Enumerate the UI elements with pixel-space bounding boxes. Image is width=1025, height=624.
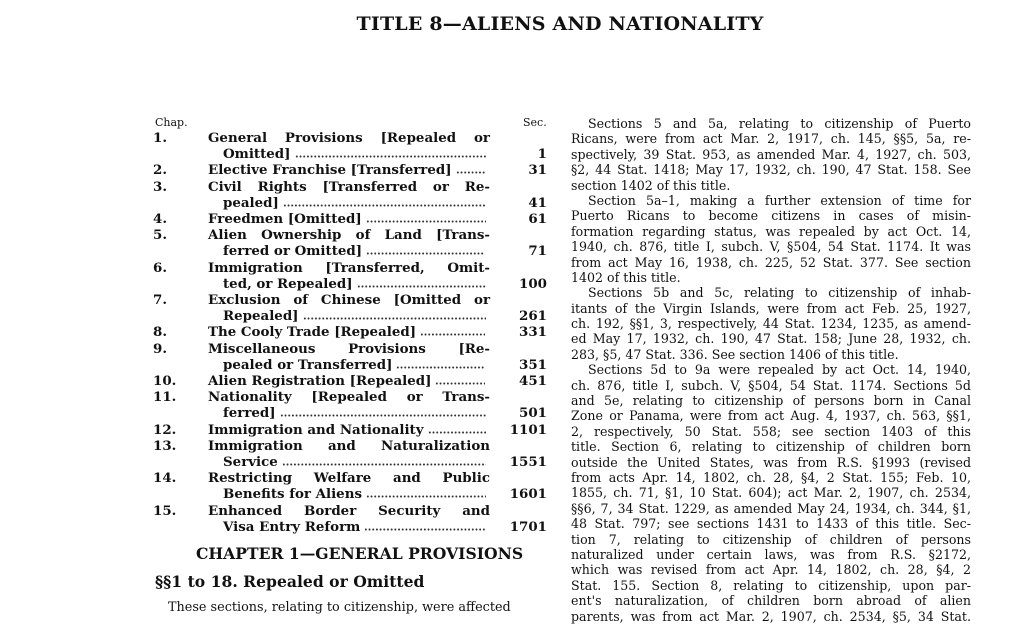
chapter-number: 2.	[153, 162, 167, 179]
note-text: spectively, 39 Stat. 953, as amended Mar. 4, 1927, ch. 503,	[571, 146, 971, 162]
dot-leader	[396, 358, 485, 369]
toc-header	[153, 116, 548, 130]
dot-leader	[366, 212, 486, 223]
note-line	[571, 439, 971, 454]
note-line	[571, 255, 971, 270]
chapter-title-line	[208, 292, 490, 308]
toc-entry	[153, 389, 548, 421]
note-line	[571, 316, 971, 331]
chapter-title-text: Repealed]	[223, 308, 299, 325]
chapter-title-line	[208, 146, 490, 162]
chapter-title-text: Enhanced Border Security and	[208, 502, 490, 519]
note-text: §§6, 7, 34 Stat. 1229, as amended May 24, 1934, ch. 344, §1,	[571, 500, 971, 516]
chapter-number: 6.	[153, 259, 167, 276]
note-line	[571, 301, 971, 316]
chapter-title-text: Elective Franchise [Transferred]	[208, 162, 452, 179]
chapter-title	[208, 227, 490, 259]
dot-leader	[366, 487, 486, 498]
toc-entry	[153, 227, 548, 259]
chapter-number: 1.	[153, 130, 167, 146]
note-text: from act May 16, 1938, ch. 225, 52 Stat. 377. See section	[571, 254, 971, 270]
note-line	[571, 501, 971, 516]
note-line	[571, 393, 971, 408]
chapter-title-line	[208, 486, 490, 502]
note-line	[571, 578, 971, 593]
chapter-title-text: Exclusion of Chinese [Omitted or	[208, 292, 490, 309]
dot-leader	[357, 277, 486, 288]
chapter-title-text: Alien Registration [Repealed]	[208, 373, 432, 390]
chapter-title-text: Miscellaneous Provisions [Re-	[208, 340, 490, 357]
section-heading: §§1 to 18. Repealed or Omitted	[155, 572, 425, 591]
section-number: 1601	[509, 486, 547, 503]
section-number: 351	[519, 356, 547, 373]
toc-entry	[153, 373, 548, 389]
chapter-title	[208, 341, 490, 373]
note-text: which was revised from act Apr. 14, 1802, ch. 28, §4, 2	[571, 562, 971, 578]
chapter-title-line	[208, 519, 490, 535]
section-number: 451	[519, 373, 547, 390]
note-line	[571, 131, 971, 146]
note-text: ch. 876, title I, subch. V, §504, 54 Stat. 1174. Sections 5d	[571, 377, 971, 393]
note-line	[571, 285, 971, 300]
note-line	[571, 562, 971, 577]
chapter-title-text: Benefits for Aliens	[223, 486, 362, 503]
note-text: §2, 44 Stat. 1418; May 17, 1932, ch. 190, 47 Stat. 158. See	[571, 162, 971, 178]
chapter-title-line	[208, 243, 490, 259]
note-line	[571, 516, 971, 531]
note-text: ch. 192, §§1, 3, respectively, 44 Stat. 1234, 1235, as amend-	[571, 316, 971, 332]
note-line	[571, 609, 971, 624]
chapter-title-text: Immigration and Naturalization	[208, 437, 490, 454]
chapter-title-line	[208, 195, 490, 211]
chapter-title-text: Service	[223, 454, 278, 471]
note-text: Sections 5b and 5c, relating to citizenship of inhab-	[588, 285, 971, 301]
dot-leader	[366, 244, 485, 255]
note-line	[571, 270, 971, 285]
chapter-title-text: Visa Entry Reform	[223, 518, 361, 535]
chapter-title-text: Omitted]	[223, 146, 291, 163]
note-text: Zone or Panama, were from act Aug. 4, 1937, ch. 563, §§1,	[571, 408, 971, 424]
note-line	[571, 593, 971, 608]
chapter-title	[208, 130, 490, 162]
note-line	[571, 116, 971, 131]
note-text: 48 Stat. 797; see sections 1431 to 1433 of this title. Sec-	[571, 516, 971, 532]
chapter-title	[208, 211, 490, 227]
note-line	[571, 470, 971, 485]
chapter-title	[208, 422, 490, 438]
chapter-title-line	[208, 422, 490, 438]
chapter-title-text: ferred]	[223, 405, 276, 422]
note-text: tion 7, relating to citizenship of children of persons	[571, 531, 971, 547]
section-body-text: These sections, relating to citizenship, were affected	[168, 600, 511, 615]
note-line	[571, 147, 971, 162]
note-text: outside the United States, was from R.S. §1993 (revised	[571, 454, 971, 470]
note-text: ent's naturalization, of children born abroad of alien	[571, 593, 971, 609]
note-text: Puerto Ricans to become citizens in cases of misin-	[571, 208, 971, 224]
dot-leader	[283, 196, 486, 207]
dot-leader	[456, 163, 486, 174]
chapter-title-text: Freedmen [Omitted]	[208, 211, 362, 228]
section-number: 100	[519, 275, 547, 292]
chapter-title-text: pealed]	[223, 194, 279, 211]
dot-leader	[435, 374, 485, 385]
chapter-title-line	[208, 454, 490, 470]
note-line	[571, 532, 971, 547]
chapter-title-line	[208, 389, 490, 405]
chapter-title-line	[208, 308, 490, 324]
page-title: TITLE 8—ALIENS AND NATIONALITY	[356, 13, 764, 35]
dot-leader	[303, 309, 486, 320]
note-text: and 5e, relating to citizenship of persons born in Canal	[571, 393, 971, 409]
chapter-title	[208, 179, 490, 211]
note-line	[571, 485, 971, 500]
historical-notes	[571, 116, 971, 624]
note-text: 1855, ch. 71, §1, 10 Stat. 604); act Mar. 2, 1907, ch. 2534,	[571, 485, 971, 501]
chapter-title-text: Nationality [Repealed or Trans-	[208, 389, 490, 406]
section-number: 1	[537, 146, 547, 163]
chapter-title	[208, 260, 490, 292]
section-number: 1701	[509, 518, 547, 535]
note-line	[571, 178, 971, 193]
chapter-title-line	[208, 227, 490, 243]
toc-entry	[153, 438, 548, 470]
chapter-number: 11.	[153, 389, 177, 406]
section-number: 41	[528, 194, 547, 211]
note-line	[571, 378, 971, 393]
note-text: 2, respectively, 50 Stat. 558; see section 1403 of this	[571, 423, 971, 439]
note-text: 1940, ch. 876, title I, subch. V, §504, 54 Stat. 1174. It was	[571, 239, 971, 255]
chapter-number: 14.	[153, 470, 177, 487]
dot-leader	[428, 423, 486, 434]
section-number: 1551	[509, 454, 547, 471]
section-number: 501	[519, 405, 547, 422]
chapter-heading: CHAPTER 1—GENERAL PROVISIONS	[196, 544, 524, 563]
chapter-number: 8.	[153, 324, 167, 341]
chapter-title-line	[208, 211, 490, 227]
toc-entry	[153, 422, 548, 438]
toc-entry	[153, 162, 548, 178]
chapter-number: 15.	[153, 502, 177, 519]
note-text: Sections 5 and 5a, relating to citizenship of Puerto	[588, 116, 971, 131]
note-text: Section 5a–1, making a further extension of time for	[588, 192, 971, 208]
note-text: itants of the Virgin Islands, were from act Feb. 25, 1927,	[571, 300, 971, 316]
note-text: from acts Apr. 14, 1802, ch. 28, §4, 2 Stat. 155; Feb. 10,	[571, 469, 971, 485]
sec-column-header: Sec.	[523, 116, 547, 129]
toc-entry	[153, 470, 548, 502]
note-text: section 1402 of this title.	[571, 177, 731, 193]
chapter-title-line	[208, 373, 490, 389]
chapter-title-line	[208, 357, 490, 373]
chapter-title-text: Restricting Welfare and Public	[208, 470, 490, 487]
toc-entry	[153, 292, 548, 324]
chapter-title-line	[208, 324, 490, 340]
chapter-number: 13.	[153, 437, 177, 454]
chapter-number: 9.	[153, 340, 167, 357]
note-text: Ricans, were from act Mar. 2, 1917, ch. 145, §§5, 5a, re-	[571, 131, 971, 147]
chapter-title	[208, 324, 490, 340]
toc-entry	[153, 260, 548, 292]
dot-leader	[280, 406, 486, 417]
chapter-title-line	[208, 260, 490, 276]
chapter-title-line	[208, 276, 490, 292]
chapter-title-text: Immigration [Transferred, Omit-	[208, 259, 490, 276]
dot-leader	[420, 325, 485, 336]
chapter-number: 5.	[153, 227, 167, 244]
chap-column-header: Chap.	[155, 116, 188, 129]
chapter-number: 3.	[153, 178, 167, 195]
section-number: 31	[528, 162, 547, 179]
section-number: 71	[528, 243, 547, 260]
note-line	[571, 347, 971, 362]
section-number: 331	[519, 324, 547, 341]
note-line	[571, 208, 971, 223]
chapter-title	[208, 162, 490, 178]
chapter-number: 4.	[153, 211, 167, 228]
chapter-title-line	[208, 179, 490, 195]
note-line	[571, 424, 971, 439]
chapter-title-text: ted, or Repealed]	[223, 275, 353, 292]
chapter-title-line	[208, 438, 490, 454]
chapter-number: 12.	[153, 421, 177, 438]
chapter-title-text: Immigration and Nationality	[208, 421, 424, 438]
section-number: 61	[528, 211, 547, 228]
chapter-title-text: ferred or Omitted]	[223, 243, 363, 260]
toc-entry	[153, 130, 548, 162]
chapter-title-text: General Provisions [Repealed or	[208, 130, 490, 146]
chapter-title-line	[208, 130, 490, 146]
chapter-title-line	[208, 470, 490, 486]
toc-entry	[153, 179, 548, 211]
chapter-title	[208, 389, 490, 421]
toc-entry	[153, 324, 548, 340]
note-text: 1402 of this title.	[571, 269, 681, 285]
chapter-title	[208, 470, 490, 502]
note-line	[571, 224, 971, 239]
chapter-title-line	[208, 503, 490, 519]
chapter-number: 10.	[153, 373, 177, 390]
note-text: formation regarding status, was repealed by act Oct. 14,	[571, 223, 971, 239]
note-text: ed May 17, 1932, ch. 190, 47 Stat. 158; June 28, 1932, ch.	[571, 331, 971, 347]
chapter-title	[208, 503, 490, 535]
note-line	[571, 162, 971, 177]
toc-entry	[153, 503, 548, 535]
note-text: title. Section 6, relating to citizenship of children born	[571, 439, 971, 455]
chapter-title-line	[208, 341, 490, 357]
note-line	[571, 193, 971, 208]
chapter-title	[208, 373, 490, 389]
chapter-title-text: Alien Ownership of Land [Trans-	[208, 227, 490, 244]
chapter-title-text: Civil Rights [Transferred or Re-	[208, 178, 490, 195]
toc-entry	[153, 211, 548, 227]
toc-entry	[153, 341, 548, 373]
section-number: 1101	[509, 421, 547, 438]
dot-leader	[364, 520, 485, 531]
note-line	[571, 455, 971, 470]
note-line	[571, 239, 971, 254]
toc-list	[153, 130, 548, 535]
chapter-title-text: pealed or Transferred]	[223, 356, 393, 373]
note-line	[571, 547, 971, 562]
note-line	[571, 362, 971, 377]
chapter-number: 7.	[153, 292, 167, 309]
note-text: naturalized under certain laws, was from R.S. §2172,	[571, 546, 971, 562]
chapter-title-line	[208, 405, 490, 421]
chapter-title	[208, 292, 490, 324]
dot-leader	[282, 455, 486, 466]
note-text: 283, §5, 47 Stat. 336. See section 1406 of this title.	[571, 346, 899, 362]
dot-leader	[295, 147, 486, 158]
chapter-title	[208, 438, 490, 470]
note-line	[571, 331, 971, 346]
note-text: Stat. 155. Section 8, relating to citizenship, upon par-	[571, 577, 971, 593]
chapter-analysis	[153, 116, 548, 535]
section-number: 261	[519, 308, 547, 325]
note-line	[571, 408, 971, 423]
note-text: Sections 5d to 9a were repealed by act Oct. 14, 1940,	[588, 362, 971, 378]
note-text: parents, was from act Mar. 2, 1907, ch. 2534, §5, 34 Stat.	[571, 608, 971, 624]
chapter-title-text: The Cooly Trade [Repealed]	[208, 324, 417, 341]
chapter-title-line	[208, 162, 490, 178]
